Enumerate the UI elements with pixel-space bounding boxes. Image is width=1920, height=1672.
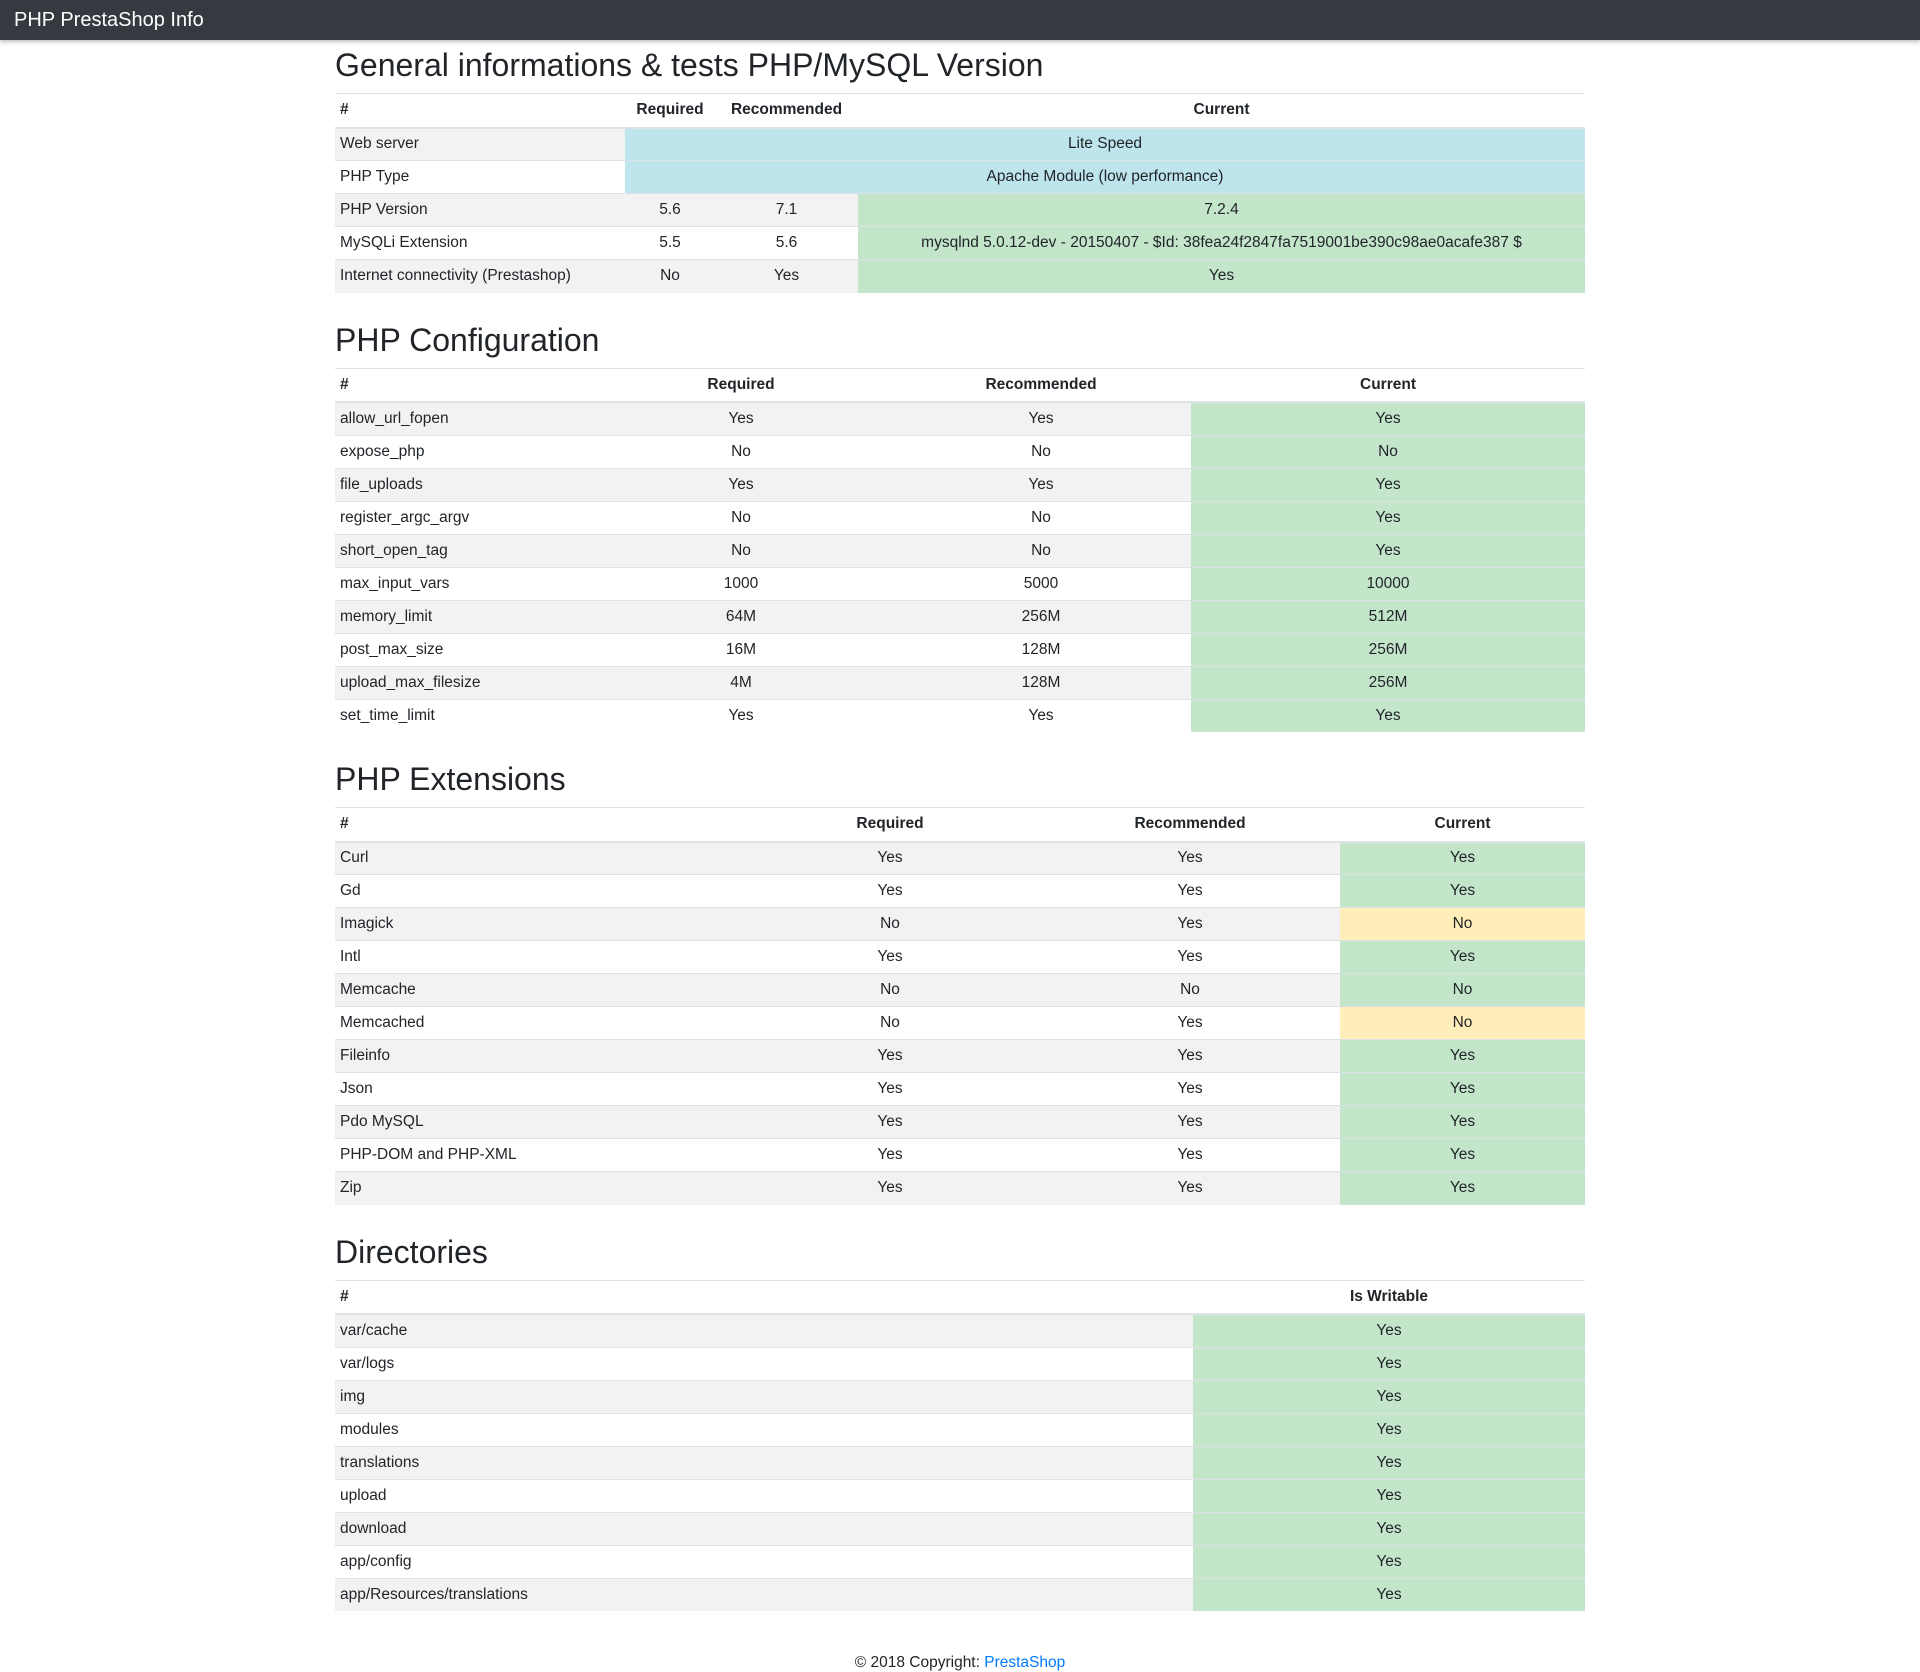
col-current: Current (1191, 368, 1585, 402)
row-required: Yes (740, 842, 1040, 875)
table-row (335, 501, 1585, 534)
col-hash: # (335, 368, 591, 402)
row-recommended: 128M (891, 666, 1191, 699)
table-row (335, 941, 1585, 974)
row-name: Internet connectivity (Prestashop) (335, 260, 625, 293)
col-current: Current (1340, 808, 1585, 842)
row-recommended: Yes (715, 260, 858, 293)
config-table (335, 368, 1585, 733)
table-row (335, 1314, 1585, 1347)
col-current: Current (858, 94, 1585, 128)
row-name: PHP-DOM and PHP-XML (335, 1139, 740, 1172)
row-recommended: Yes (1040, 1040, 1340, 1073)
row-recommended: Yes (1040, 1007, 1340, 1040)
row-name: Memcached (335, 1007, 740, 1040)
table-row (335, 1007, 1585, 1040)
row-name: register_argc_argv (335, 501, 591, 534)
table-row (335, 1172, 1585, 1205)
row-writable: Yes (1193, 1347, 1585, 1380)
table-row (335, 227, 1585, 260)
row-required: 4M (591, 666, 891, 699)
general-table (335, 93, 1585, 293)
row-required: No (740, 908, 1040, 941)
table-row (335, 128, 1585, 161)
row-name: PHP Type (335, 161, 625, 194)
row-name: Intl (335, 941, 740, 974)
row-current: Yes (1340, 1040, 1585, 1073)
col-recommended: Recommended (715, 94, 858, 128)
table-row (335, 534, 1585, 567)
row-name: expose_php (335, 435, 591, 468)
row-current: 256M (1191, 666, 1585, 699)
row-required: No (740, 1007, 1040, 1040)
row-current: Yes (1191, 468, 1585, 501)
table-row (335, 908, 1585, 941)
row-recommended: Yes (1040, 842, 1340, 875)
row-writable: Yes (1193, 1413, 1585, 1446)
col-writable: Is Writable (1193, 1280, 1585, 1314)
row-required: Yes (740, 941, 1040, 974)
row-required: 1000 (591, 567, 891, 600)
row-current: Lite Speed (625, 128, 1585, 161)
row-current: mysqlnd 5.0.12-dev - 20150407 - $Id: 38fea24f2847fa7519001be390c98ae0acafe387 $ (858, 227, 1585, 260)
row-name: Gd (335, 875, 740, 908)
directories-header-row (335, 1280, 1585, 1314)
row-name: var/logs (335, 1347, 1193, 1380)
row-required: No (591, 534, 891, 567)
row-writable: Yes (1193, 1578, 1585, 1611)
general-title: General informations & tests PHP/MySQL Version (335, 47, 1044, 83)
row-current: Yes (1340, 941, 1585, 974)
row-name: upload_max_filesize (335, 666, 591, 699)
row-recommended: No (1040, 974, 1340, 1007)
table-row (335, 161, 1585, 194)
row-writable: Yes (1193, 1380, 1585, 1413)
row-writable: Yes (1193, 1545, 1585, 1578)
extensions-table (335, 807, 1585, 1205)
row-recommended: No (891, 534, 1191, 567)
row-name: file_uploads (335, 468, 591, 501)
row-required: Yes (740, 1073, 1040, 1106)
row-name: img (335, 1380, 1193, 1413)
row-name: Fileinfo (335, 1040, 740, 1073)
row-required: Yes (740, 1139, 1040, 1172)
row-name: download (335, 1512, 1193, 1545)
row-current: No (1340, 1007, 1585, 1040)
config-title: PHP Configuration (335, 321, 600, 358)
col-hash: # (335, 94, 625, 128)
row-current: 10000 (1191, 567, 1585, 600)
table-row (335, 1545, 1585, 1578)
row-required: 64M (591, 600, 891, 633)
row-required: Yes (591, 468, 891, 501)
row-name: post_max_size (335, 633, 591, 666)
row-required: No (625, 260, 715, 293)
row-name: Json (335, 1073, 740, 1106)
row-name: allow_url_fopen (335, 402, 591, 435)
table-row (335, 1040, 1585, 1073)
row-current: 256M (1191, 633, 1585, 666)
extensions-title: PHP Extensions (335, 761, 566, 797)
row-required: No (591, 435, 891, 468)
col-required: Required (591, 368, 891, 402)
table-row (335, 402, 1585, 435)
row-writable: Yes (1193, 1446, 1585, 1479)
row-current: Yes (1340, 1172, 1585, 1205)
row-current: Yes (858, 260, 1585, 293)
extensions-header-row (335, 808, 1585, 842)
table-row (335, 468, 1585, 501)
row-name: upload (335, 1479, 1193, 1512)
row-name: var/cache (335, 1314, 1193, 1347)
table-row (335, 1578, 1585, 1611)
row-writable: Yes (1193, 1479, 1585, 1512)
row-current: Yes (1340, 1139, 1585, 1172)
row-recommended: Yes (1040, 875, 1340, 908)
footer (335, 1654, 1585, 1672)
directories-table (335, 1280, 1585, 1612)
row-recommended: Yes (1040, 941, 1340, 974)
row-name: Memcache (335, 974, 740, 1007)
row-recommended: Yes (1040, 1139, 1340, 1172)
row-name: modules (335, 1413, 1193, 1446)
col-recommended: Recommended (1040, 808, 1340, 842)
row-current: No (1191, 435, 1585, 468)
col-required: Required (740, 808, 1040, 842)
row-recommended: Yes (1040, 1073, 1340, 1106)
table-row (335, 1413, 1585, 1446)
row-required: Yes (740, 1106, 1040, 1139)
row-recommended: Yes (891, 699, 1191, 732)
directories-body (335, 1314, 1585, 1611)
row-current: 7.2.4 (858, 194, 1585, 227)
row-name: set_time_limit (335, 699, 591, 732)
row-name: PHP Version (335, 194, 625, 227)
row-current: No (1340, 974, 1585, 1007)
directories-title: Directories (335, 1233, 488, 1270)
row-name: app/Resources/translations (335, 1578, 1193, 1611)
row-recommended: 5.6 (715, 227, 858, 260)
footer-text: © 2018 Copyright: (854, 1654, 985, 1671)
row-current: Yes (1191, 534, 1585, 567)
row-recommended: 128M (891, 633, 1191, 666)
table-row (335, 1446, 1585, 1479)
col-recommended: Recommended (891, 368, 1191, 402)
col-required: Required (625, 94, 715, 128)
table-row (335, 666, 1585, 699)
row-current: 512M (1191, 600, 1585, 633)
row-name: Zip (335, 1172, 740, 1205)
row-name: short_open_tag (335, 534, 591, 567)
table-row (335, 1139, 1585, 1172)
row-current: Yes (1340, 875, 1585, 908)
navbar-brand[interactable]: PHP PrestaShop Info (14, 8, 204, 31)
general-header-row (335, 94, 1585, 128)
row-current: Yes (1191, 699, 1585, 732)
row-name: memory_limit (335, 600, 591, 633)
table-row (335, 1106, 1585, 1139)
row-required: Yes (591, 402, 891, 435)
row-required: No (740, 974, 1040, 1007)
row-current: Apache Module (low performance) (625, 161, 1585, 194)
main-container (335, 44, 1585, 1672)
row-name: Curl (335, 842, 740, 875)
row-current: Yes (1340, 842, 1585, 875)
row-recommended: Yes (1040, 1106, 1340, 1139)
table-row (335, 1512, 1585, 1545)
row-recommended: Yes (1040, 1172, 1340, 1205)
row-required: Yes (740, 1040, 1040, 1073)
row-required: Yes (740, 875, 1040, 908)
row-recommended: 7.1 (715, 194, 858, 227)
row-writable: Yes (1193, 1314, 1585, 1347)
table-row (335, 633, 1585, 666)
row-name: Web server (335, 128, 625, 161)
table-row (335, 194, 1585, 227)
row-recommended: 5000 (891, 567, 1191, 600)
row-current: Yes (1340, 1106, 1585, 1139)
footer-prestashop-link[interactable]: PrestaShop (984, 1654, 1066, 1671)
row-recommended: Yes (891, 402, 1191, 435)
row-current: Yes (1191, 402, 1585, 435)
row-recommended: No (891, 501, 1191, 534)
row-name: MySQLi Extension (335, 227, 625, 260)
table-row (335, 1347, 1585, 1380)
row-name: app/config (335, 1545, 1193, 1578)
table-row (335, 1479, 1585, 1512)
row-required: Yes (591, 699, 891, 732)
row-required: 5.6 (625, 194, 715, 227)
row-required: Yes (740, 1172, 1040, 1205)
extensions-body (335, 842, 1585, 1205)
row-name: translations (335, 1446, 1193, 1479)
table-row (335, 875, 1585, 908)
row-recommended: Yes (1040, 908, 1340, 941)
table-row (335, 699, 1585, 732)
row-required: 5.5 (625, 227, 715, 260)
navbar (0, 0, 1920, 40)
table-row (335, 974, 1585, 1007)
table-row (335, 567, 1585, 600)
row-current: Yes (1191, 501, 1585, 534)
row-recommended: 256M (891, 600, 1191, 633)
config-header-row (335, 368, 1585, 402)
row-required: No (591, 501, 891, 534)
table-row (335, 1380, 1585, 1413)
row-name: max_input_vars (335, 567, 591, 600)
table-row (335, 842, 1585, 875)
row-writable: Yes (1193, 1512, 1585, 1545)
row-current: No (1340, 908, 1585, 941)
table-row (335, 435, 1585, 468)
col-hash: # (335, 808, 740, 842)
table-row (335, 600, 1585, 633)
row-required: 16M (591, 633, 891, 666)
row-recommended: No (891, 435, 1191, 468)
table-row (335, 1073, 1585, 1106)
row-recommended: Yes (891, 468, 1191, 501)
table-row (335, 260, 1585, 293)
config-body (335, 402, 1585, 732)
row-name: Imagick (335, 908, 740, 941)
row-current: Yes (1340, 1073, 1585, 1106)
col-hash: # (335, 1280, 1193, 1314)
row-name: Pdo MySQL (335, 1106, 740, 1139)
